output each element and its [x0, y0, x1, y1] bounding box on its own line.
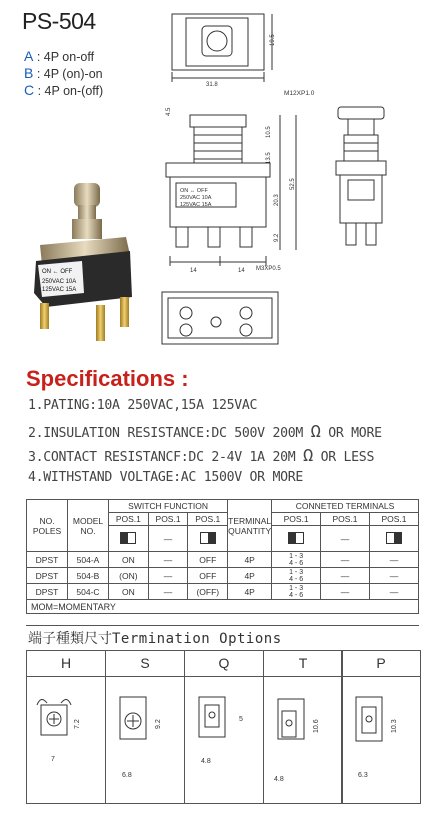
rocker-up-icon: [109, 526, 149, 552]
table-row: [27, 552, 419, 568]
pos-header: POS.1: [148, 513, 188, 526]
dim-h: 4.8: [201, 758, 211, 765]
dim-right: 20.3: [274, 194, 280, 206]
dim-top-small: 4.5: [166, 107, 172, 116]
termination-title: [28, 628, 282, 648]
switch-function-table: [26, 499, 419, 614]
dim-v: 10.6: [313, 719, 320, 733]
cell-model: 504-B: [68, 568, 109, 584]
option-label: T: [264, 651, 342, 677]
spec-text: 3.CONTACT RESISTANCF:DC 2-4V 1A 20M: [28, 450, 304, 465]
variant-text: : 4P (on)-on: [36, 67, 103, 81]
variant-code: C: [24, 82, 35, 98]
option-label: Q: [185, 651, 263, 677]
terminal-pair: 1 - 3: [289, 552, 304, 560]
cell-terminals: —: [370, 568, 419, 584]
option-label: H: [27, 651, 105, 677]
cell-terminals: —: [370, 584, 419, 600]
cell-qty: 4P: [228, 584, 272, 600]
cell-pos: —: [148, 552, 188, 568]
variant-code: A: [24, 48, 34, 64]
cell-poles: DPST: [27, 552, 68, 568]
ohm-symbol: Ω: [310, 422, 321, 442]
header-model: MODEL NO.: [68, 500, 109, 552]
header-connected-terminals: CONNETED TERMINALS: [272, 500, 419, 513]
variant-a: [24, 48, 94, 64]
term-pos-header: POS.1: [272, 513, 321, 526]
dim-bottom: 14: [238, 268, 245, 274]
dim-height: 19.5: [270, 34, 276, 46]
terminal-pair: 1 - 3: [289, 568, 304, 576]
spec-line: [28, 398, 257, 413]
cell-terminals: [272, 568, 321, 584]
terminal-pair: 1 - 3: [289, 584, 304, 592]
header-switch-function: SWITCH FUNCTION: [109, 500, 228, 513]
cell-model: 504-A: [68, 552, 109, 568]
variant-code: B: [24, 65, 34, 81]
termination-title-en: Termination Options: [112, 631, 282, 647]
cell-pos: ON: [109, 552, 149, 568]
pos-header: POS.1: [188, 513, 228, 526]
cell-pos: OFF: [188, 552, 228, 568]
dim-h: 6.3: [358, 772, 368, 779]
spec-line: [28, 422, 382, 442]
ohm-symbol: Ω: [303, 446, 313, 466]
cell-terminals: [272, 552, 321, 568]
dim-h: 6.8: [122, 772, 132, 779]
termination-option-s: [105, 650, 185, 804]
body-text: ON ↔ OFF: [180, 188, 208, 194]
termination-title-cn: 端子種類尺寸: [28, 630, 112, 646]
dim-h: 4.8: [274, 776, 284, 783]
thread-label: M12XP1.0: [284, 90, 315, 97]
photo-label-line: 125VAC 15A: [42, 287, 77, 293]
term-pos-header: POS.1: [370, 513, 419, 526]
dim-h: 7: [51, 756, 55, 763]
spec-text: 4.WITHSTAND VOLTAGE:AC 1500V OR MORE: [28, 470, 304, 485]
switch-photo: [26, 175, 146, 350]
spec-line: [28, 470, 303, 485]
terminal-s-drawing: [106, 677, 184, 803]
header-terminal-quantity: TERMINAL QUANTITY: [228, 500, 272, 552]
dim-right: 10.5: [266, 126, 272, 138]
dim-v: 10.3: [391, 719, 398, 733]
cell-qty: 4P: [228, 552, 272, 568]
cell-pos: ON: [109, 584, 149, 600]
dash-cell: —: [321, 526, 370, 552]
cell-pos: —: [148, 584, 188, 600]
dash-cell: —: [148, 526, 188, 552]
termination-option-t: [263, 650, 343, 804]
cell-terminals: —: [321, 552, 370, 568]
table-row: [27, 568, 419, 584]
spec-line: [28, 446, 374, 466]
dim-right: 9.2: [274, 233, 280, 242]
option-label: S: [106, 651, 184, 677]
cell-model: 504-C: [68, 584, 109, 600]
header-no-poles: NO. POLES: [27, 500, 68, 552]
dim-v: 9.2: [155, 719, 162, 729]
rocker-up-icon: [272, 526, 321, 552]
terminal-h-drawing: [27, 677, 105, 803]
cell-poles: DPST: [27, 584, 68, 600]
spec-text: 1.PATING:10A 250VAC,15A 125VAC: [28, 398, 258, 413]
cell-poles: DPST: [27, 568, 68, 584]
cell-terminals: —: [370, 552, 419, 568]
specifications-heading: Specifications :: [26, 366, 189, 391]
variant-c: [24, 82, 103, 98]
rocker-down-icon: [188, 526, 228, 552]
body-text: 250VAC 10A: [180, 195, 212, 201]
dim-v: 7.2: [74, 719, 81, 729]
terminal-t-drawing: [264, 677, 342, 803]
dim-bottom: 14: [190, 268, 197, 274]
pos-header: POS.1: [109, 513, 149, 526]
option-label: P: [342, 651, 420, 677]
cell-pos: (OFF): [188, 584, 228, 600]
spec-tail: OR LESS: [312, 450, 375, 465]
dim-right: 52.5: [290, 178, 296, 190]
termination-option-h: [26, 650, 106, 804]
terminal-q-drawing: [185, 677, 263, 803]
technical-drawing: [150, 0, 428, 360]
model-title: PS-504: [22, 8, 96, 34]
photo-label-line: ON ← OFF: [42, 269, 73, 275]
photo-label-line: 250VAC 10A: [42, 279, 77, 285]
cell-terminals: —: [321, 584, 370, 600]
body-text: 125VAC 15A: [180, 202, 212, 208]
cell-qty: 4P: [228, 568, 272, 584]
spec-text: 2.INSULATION RESISTANCE:DC 500V 200M: [28, 426, 311, 441]
spec-tail: OR MORE: [320, 426, 382, 441]
dim-width: 31.8: [206, 82, 218, 88]
terminal-pair: 4 - 6: [289, 591, 304, 599]
dim-right: 13.5: [266, 152, 272, 164]
terminal-pair: 4 - 6: [289, 575, 304, 583]
cell-pos: —: [148, 568, 188, 584]
terminal-p-drawing: [342, 677, 420, 803]
cell-terminals: [272, 584, 321, 600]
term-pos-header: POS.1: [321, 513, 370, 526]
screw-label: M3XP0.5: [256, 266, 281, 272]
cell-pos: OFF: [188, 568, 228, 584]
dim-v: 5: [239, 716, 243, 723]
termination-option-q: [184, 650, 264, 804]
variant-text: : 4P on-off: [36, 50, 95, 64]
termination-option-p: [341, 650, 421, 804]
variant-text: : 4P on-(off): [37, 84, 104, 98]
cell-terminals: —: [321, 568, 370, 584]
terminal-pair: 4 - 6: [289, 559, 304, 567]
footnote: MOM=MOMENTARY: [27, 600, 419, 614]
table-row: [27, 584, 419, 600]
variant-b: [24, 65, 103, 81]
cell-pos: (ON): [109, 568, 149, 584]
rocker-down-icon: [370, 526, 419, 552]
